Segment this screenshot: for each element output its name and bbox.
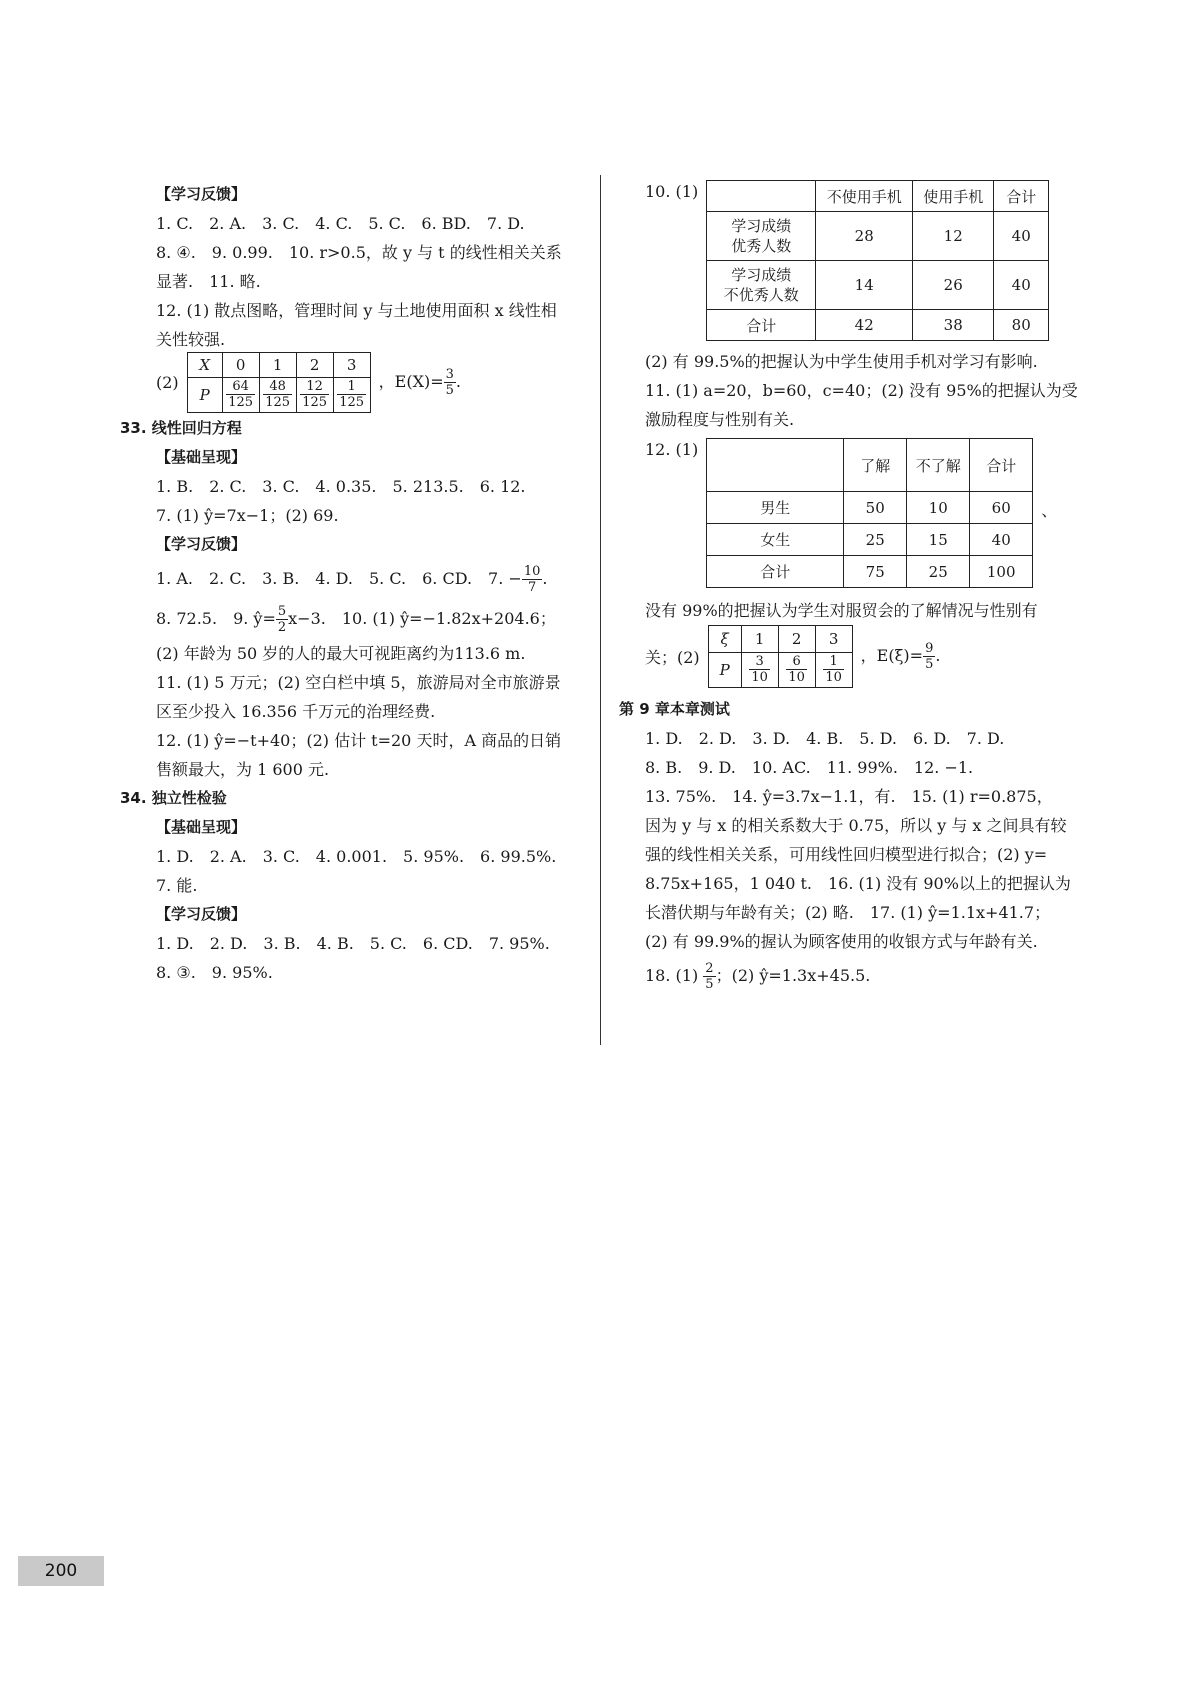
answer-line: 1. C. 2. A. 3. C. 4. C. 5. C. 6. BD. 7. D. [156, 214, 525, 233]
heading-feedback: 【学习反馈】 [156, 185, 247, 203]
distribution-table-x [187, 352, 371, 413]
distribution-table-line [120, 354, 590, 410]
answer-line: 13. 75%. 14. ŷ=3.7x−1.1，有. 15. (1) r=0.875， [645, 787, 1053, 806]
table-cell: $\frac{1}{125}$ [333, 377, 370, 412]
heading-basic: 【基础呈现】 [156, 818, 247, 836]
table-cell [707, 439, 844, 492]
contingency-table-phone [706, 180, 1049, 341]
answer-line: 1. A. 2. C. 3. B. 4. D. 5. C. 6. CD. 7. − $\frac{10}{7}$ . [156, 564, 548, 595]
table-cell: P [187, 377, 222, 412]
right-column [619, 180, 1078, 996]
table-cell: 25 [844, 524, 907, 556]
table-cell: 25 [907, 556, 970, 588]
table-cell: 合计 [707, 556, 844, 588]
column-divider [600, 175, 601, 1045]
table-cell: P [708, 652, 741, 687]
table-cell: 42 [816, 310, 913, 341]
answer-line: 1. D. 2. D. 3. B. 4. B. 5. C. 6. CD. 7. 95%. [156, 934, 550, 953]
answer-line: 没有 99%的把握认为学生对服贸会的了解情况与性别有 [645, 601, 1038, 620]
contingency-table-line [645, 180, 1075, 341]
answer-line: 8. B. 9. D. 10. AC. 11. 99%. 12. −1. [645, 758, 974, 777]
table-cell: 12 [913, 212, 994, 261]
table-cell: 使用手机 [913, 181, 994, 212]
answer-line: 11. (1) 5 万元；(2) 空白栏中填 5，旅游局对全市旅游景 [156, 673, 561, 692]
answer-line: 18. (1) $\frac{2}{5}$ ；(2) ŷ=1.3x+45.5. [645, 961, 871, 992]
punctuation: 、 [1041, 501, 1058, 520]
table-cell: 40 [994, 212, 1049, 261]
table-cell: 了解 [844, 439, 907, 492]
table-cell: 1 [741, 625, 778, 652]
answer-line: 7. (1) ŷ=7x−1；(2) 69. [156, 506, 339, 525]
table-cell: 10 [907, 492, 970, 524]
table-cell: ξ [708, 625, 741, 652]
table-cell: 合计 [970, 439, 1033, 492]
table-cell: 80 [994, 310, 1049, 341]
table-cell: $\frac{64}{125}$ [222, 377, 259, 412]
answer-line: (2) 有 99.9%的握认为顾客使用的收银方式与年龄有关. [645, 932, 1038, 951]
table-cell: 不使用手机 [816, 181, 913, 212]
answer-line: 7. 能. [156, 876, 198, 895]
distribution-table-line [645, 625, 1075, 687]
table-cell: 100 [970, 556, 1033, 588]
answer-line: 8. ③. 9. 95%. [156, 963, 273, 982]
answer-line: (2) 有 99.5%的把握认为中学生使用手机对学习有影响. [645, 352, 1038, 371]
heading-feedback: 【学习反馈】 [156, 535, 247, 553]
table-label: 关；(2) [645, 647, 700, 667]
section-34-title: 34. 独立性检验 [120, 789, 227, 807]
answer-line: 强的线性相关关系，可用线性回归模型进行拟合；(2) y= [645, 845, 1048, 864]
answer-line: 12. (1) 散点图略，管理时间 y 与土地使用面积 x 线性相 [156, 301, 557, 320]
table-cell: 3 [333, 352, 370, 377]
table-cell: 学习成绩 优秀人数 [707, 212, 816, 261]
table-cell: 不了解 [907, 439, 970, 492]
table-cell: $\frac{48}{125}$ [259, 377, 296, 412]
answer-line: 12. (1) ŷ=−t+40；(2) 估计 t=20 天时，A 商品的日销 [156, 731, 562, 750]
table-cell: 学习成绩 不优秀人数 [707, 261, 816, 310]
answer-line: 关性较强. [156, 330, 226, 349]
table-cell: 1 [259, 352, 296, 377]
table-cell: 75 [844, 556, 907, 588]
answer-line: 因为 y 与 x 的相关系数大于 0.75，所以 y 与 x 之间具有较 [645, 816, 1067, 835]
table-cell: 2 [296, 352, 333, 377]
answer-line: 激励程度与性别有关. [645, 410, 795, 429]
heading-feedback: 【学习反馈】 [156, 905, 247, 923]
table-cell: 合计 [994, 181, 1049, 212]
table-cell: 合计 [707, 310, 816, 341]
answer-line: 售额最大，为 1 600 元. [156, 760, 330, 779]
contingency-table-gender [706, 438, 1033, 588]
answer-line: 长潜伏期与年龄有关；(2) 略. 17. (1) ŷ=1.1x+41.7； [645, 903, 1051, 922]
table-cell: 2 [778, 625, 815, 652]
table-cell: $\frac{3}{10}$ [741, 652, 778, 687]
answer-line: 8. 72.5. 9. ŷ= $\frac{5}{2}$ x−3. 10. (1) ŷ=−1.82x+204.6； [156, 604, 556, 635]
table-cell: 60 [970, 492, 1033, 524]
answer-line: 1. D. 2. A. 3. C. 4. 0.001. 5. 95%. 6. 99.5%. [156, 847, 557, 866]
table-label: (2) [156, 372, 179, 392]
answer-line: 8.75x+165，1 040 t. 16. (1) 没有 90%以上的把握认为 [645, 874, 1071, 893]
table-cell: 女生 [707, 524, 844, 556]
left-column [120, 180, 590, 987]
expectation-text: ，E(X)= $\frac{3}{5}$ . [378, 366, 462, 398]
distribution-table-xi [708, 625, 853, 688]
table-cell: $\frac{1}{10}$ [815, 652, 852, 687]
chapter-9-test-title: 第 9 章本章测试 [619, 700, 730, 718]
table-cell: 50 [844, 492, 907, 524]
table-cell: 40 [970, 524, 1033, 556]
table-cell: 14 [816, 261, 913, 310]
answer-line: 11. (1) a=20，b=60，c=40；(2) 没有 95%的把握认为受 [645, 381, 1078, 400]
heading-basic: 【基础呈现】 [156, 448, 247, 466]
table-cell: 15 [907, 524, 970, 556]
table-cell: 28 [816, 212, 913, 261]
table-cell: 40 [994, 261, 1049, 310]
table-cell: 0 [222, 352, 259, 377]
table-label: 10. (1) [645, 182, 699, 201]
answer-line: 1. D. 2. D. 3. D. 4. B. 5. D. 6. D. 7. D. [645, 729, 1005, 748]
expectation-text: ，E(ξ)= $\frac{9}{5}$ . [860, 640, 941, 672]
table-cell [707, 181, 816, 212]
table-cell: 3 [815, 625, 852, 652]
table-cell: $\frac{6}{10}$ [778, 652, 815, 687]
page-number: 200 [18, 1556, 104, 1586]
answer-line: (2) 年龄为 50 岁的人的最大可视距离约为113.6 m. [156, 644, 526, 663]
table-cell: 26 [913, 261, 994, 310]
table-cell: $\frac{12}{125}$ [296, 377, 333, 412]
table-cell: 男生 [707, 492, 844, 524]
answer-line: 显著. 11. 略. [156, 272, 261, 291]
answer-line: 1. B. 2. C. 3. C. 4. 0.35. 5. 213.5. 6. 12. [156, 477, 526, 496]
table-cell: X [187, 352, 222, 377]
answer-line: 区至少投入 16.356 千万元的治理经费. [156, 702, 436, 721]
table-label: 12. (1) [645, 440, 699, 459]
section-33-title: 33. 线性回归方程 [120, 419, 242, 437]
table-cell: 38 [913, 310, 994, 341]
answer-line: 8. ④. 9. 0.99. 10. r>0.5，故 y 与 t 的线性相关关系 [156, 243, 562, 262]
contingency-table-line [645, 438, 1075, 588]
